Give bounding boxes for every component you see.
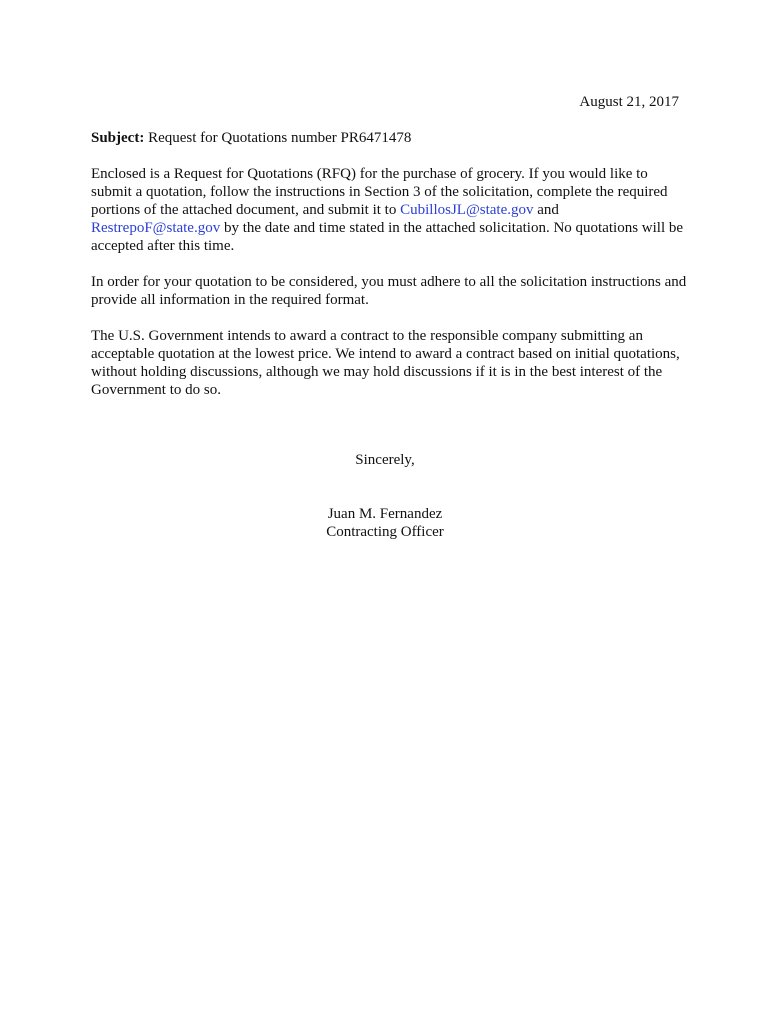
subject-line (91, 129, 691, 147)
letter-body (91, 129, 691, 417)
paragraph-instructions: In order for your quotation to be considered, you must adhere to all the solicitation instructions and provide all information in the required format. (91, 274, 687, 308)
signer-name: Juan M. Fernandez (327, 506, 443, 522)
email-link-cubillos[interactable]: CubillosJL@state.gov (400, 202, 534, 218)
subject-text: Request for Quotations number PR6471478 (144, 130, 412, 146)
email-link-restrepo[interactable]: RestrepoF@state.gov (91, 220, 221, 236)
paragraph-enclosed-rfq (91, 165, 691, 255)
paragraph-text: Enclosed is a Request for Quotations (RFQ) for the purchase of grocery. If you would like to submit a quotation, follow the instructions in Section 3 of the solicitation, complete the required portions of the attached document, and submit it to (91, 166, 668, 218)
signer-title: Contracting Officer (326, 524, 444, 540)
subject-label: Subject: (91, 130, 145, 146)
paragraph-text: and (533, 202, 559, 218)
paragraph-award: The U.S. Government intends to award a contract to the responsible company submitting an acceptable quotation at the lowest price. We intend to award a contract based on initial quotations, without holding discussions, although we may hold discussions if it is in the best interest of the Government to do so. (91, 328, 680, 398)
paragraph-text: by the date and time stated in the attached solicitation. No quotations will be accepted after this time. (91, 220, 684, 254)
letter-date: August 21, 2017 (579, 94, 679, 110)
closing-salutation: Sincerely, (355, 452, 415, 468)
